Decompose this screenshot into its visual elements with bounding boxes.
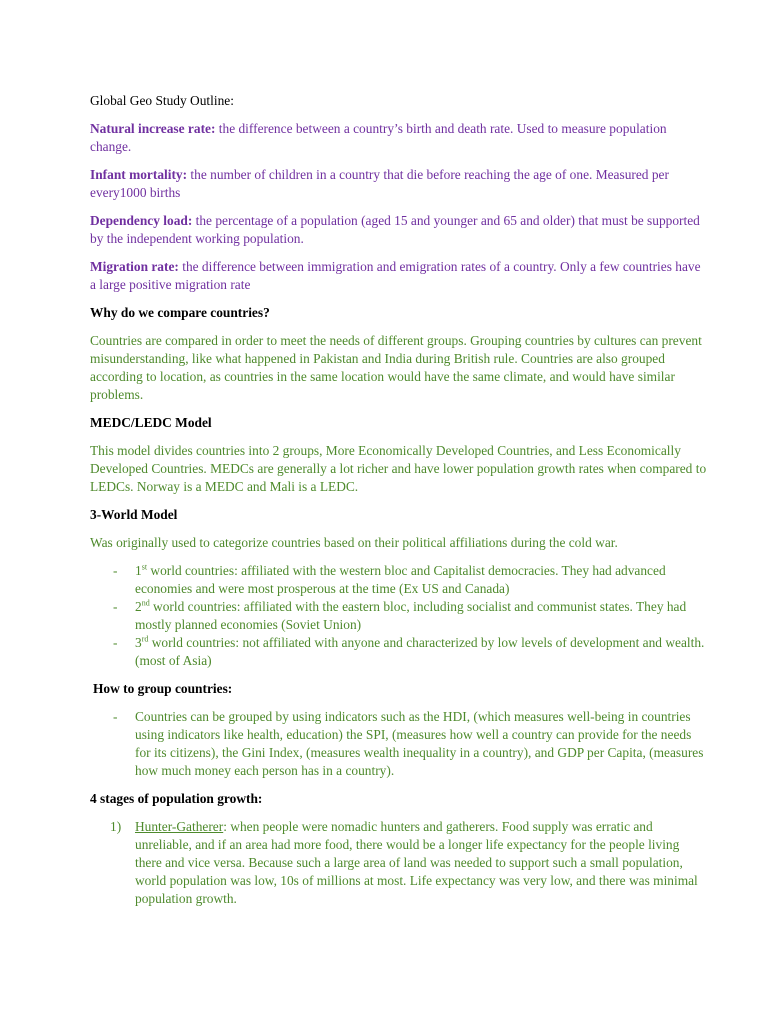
list-item-text: : when people were nomadic hunters and gatherers. Food supply was erratic and unreliable, and if an area had more food, there would be a longer life expectancy for the people living there and vice versa. Because such a large area of land was needed to support such a small population, world population was low, 10s of millions at most. Life expectancy was very low, and there was minimal population growth. (135, 819, 698, 906)
list-dash-marker: - (113, 563, 118, 578)
document-title: Global Geo Study Outline: (90, 93, 234, 108)
definition-term: Natural increase rate: (90, 121, 216, 136)
definition-term: Migration rate: (90, 259, 179, 274)
list-item-third-world (90, 634, 708, 670)
list-item-text: world countries: affiliated with the eastern bloc, including socialist and communist states. They had mostly planned economies (Soviet Union) (135, 599, 687, 632)
section-heading-medc-ledc: MEDC/LEDC Model (90, 415, 212, 430)
ordinal-suffix: rd (141, 634, 149, 644)
three-world-list (90, 562, 708, 670)
list-number-marker: 1) (110, 819, 122, 834)
section-heading-how-to-group: How to group countries: (93, 681, 233, 696)
definition-term: Infant mortality: (90, 167, 188, 182)
list-dash-marker: - (113, 709, 118, 724)
document-page (90, 92, 708, 918)
definition-text: the number of children in a country that die before reaching the age of one. Measured per every1000 births (90, 167, 669, 200)
list-item-text: world countries: affiliated with the western bloc and Capitalist democracies. They had advanced economies and were most prosperous at the time (Ex US and Canada) (135, 563, 666, 596)
definition-text: the percentage of a population (aged 15 and younger and 65 and older) that must be supported by the independent working population. (90, 213, 700, 246)
stage-term: Hunter-Gatherer (135, 819, 224, 834)
list-dash-marker: - (113, 635, 118, 650)
list-item-second-world (90, 598, 708, 634)
section-intro-3-world-model: Was originally used to categorize countries based on their political affiliations during the cold war. (90, 535, 618, 550)
ordinal-number: 1 (135, 563, 142, 578)
list-item-text: world countries: not affiliated with anyone and characterized by low levels of development and wealth. (most of Asia) (135, 635, 705, 668)
section-heading-3-world-model: 3-World Model (90, 507, 178, 522)
ordinal-number: 3 (135, 635, 142, 650)
ordinal-number: 2 (135, 599, 142, 614)
definition-text: the difference between a country’s birth and death rate. Used to measure population change. (90, 121, 667, 154)
list-dash-marker: - (113, 599, 118, 614)
section-text-why-compare: Countries are compared in order to meet the needs of different groups. Grouping countries by cultures can prevent misunderstanding, like what happened in Pakistan and India during British rule. Countries are also grouped according to location, as countries in the same location would have the same climate, and would have similar problems. (90, 333, 702, 402)
population-stages-list (90, 818, 708, 908)
list-item-text: Countries can be grouped by using indicators such as the HDI, (which measures well-being in countries using indicators like health, education) the SPI, (measures how well a country can provide for the needs for its citizens), the Gini Index, (measures wealth inequality in a country), and GDP per Capita, (measures how much money each person has in a country). (135, 709, 704, 778)
ordinal-suffix: st (141, 562, 148, 572)
section-heading-why-compare: Why do we compare countries? (90, 305, 270, 320)
ordinal-suffix: nd (141, 598, 150, 608)
definition-text: the difference between immigration and emigration rates of a country. Only a few countries have a large positive migration rate (90, 259, 701, 292)
definition-migration-rate (90, 258, 708, 294)
list-item-group-indicators (90, 708, 708, 780)
section-heading-population-stages: 4 stages of population growth: (90, 791, 263, 806)
section-text-medc-ledc: This model divides countries into 2 groups, More Economically Developed Countries, and Less Economically Developed Countries. MEDCs are generally a lot richer and have lower population growth rates when compared to LEDCs. Norway is a MEDC and Mali is a LEDC. (90, 443, 707, 494)
definition-dependency-load (90, 212, 708, 248)
group-list (90, 708, 708, 780)
list-item-first-world (90, 562, 708, 598)
list-item-hunter-gatherer (90, 818, 708, 908)
definition-infant-mortality (90, 166, 708, 202)
definition-term: Dependency load: (90, 213, 193, 228)
definition-natural-increase (90, 120, 708, 156)
